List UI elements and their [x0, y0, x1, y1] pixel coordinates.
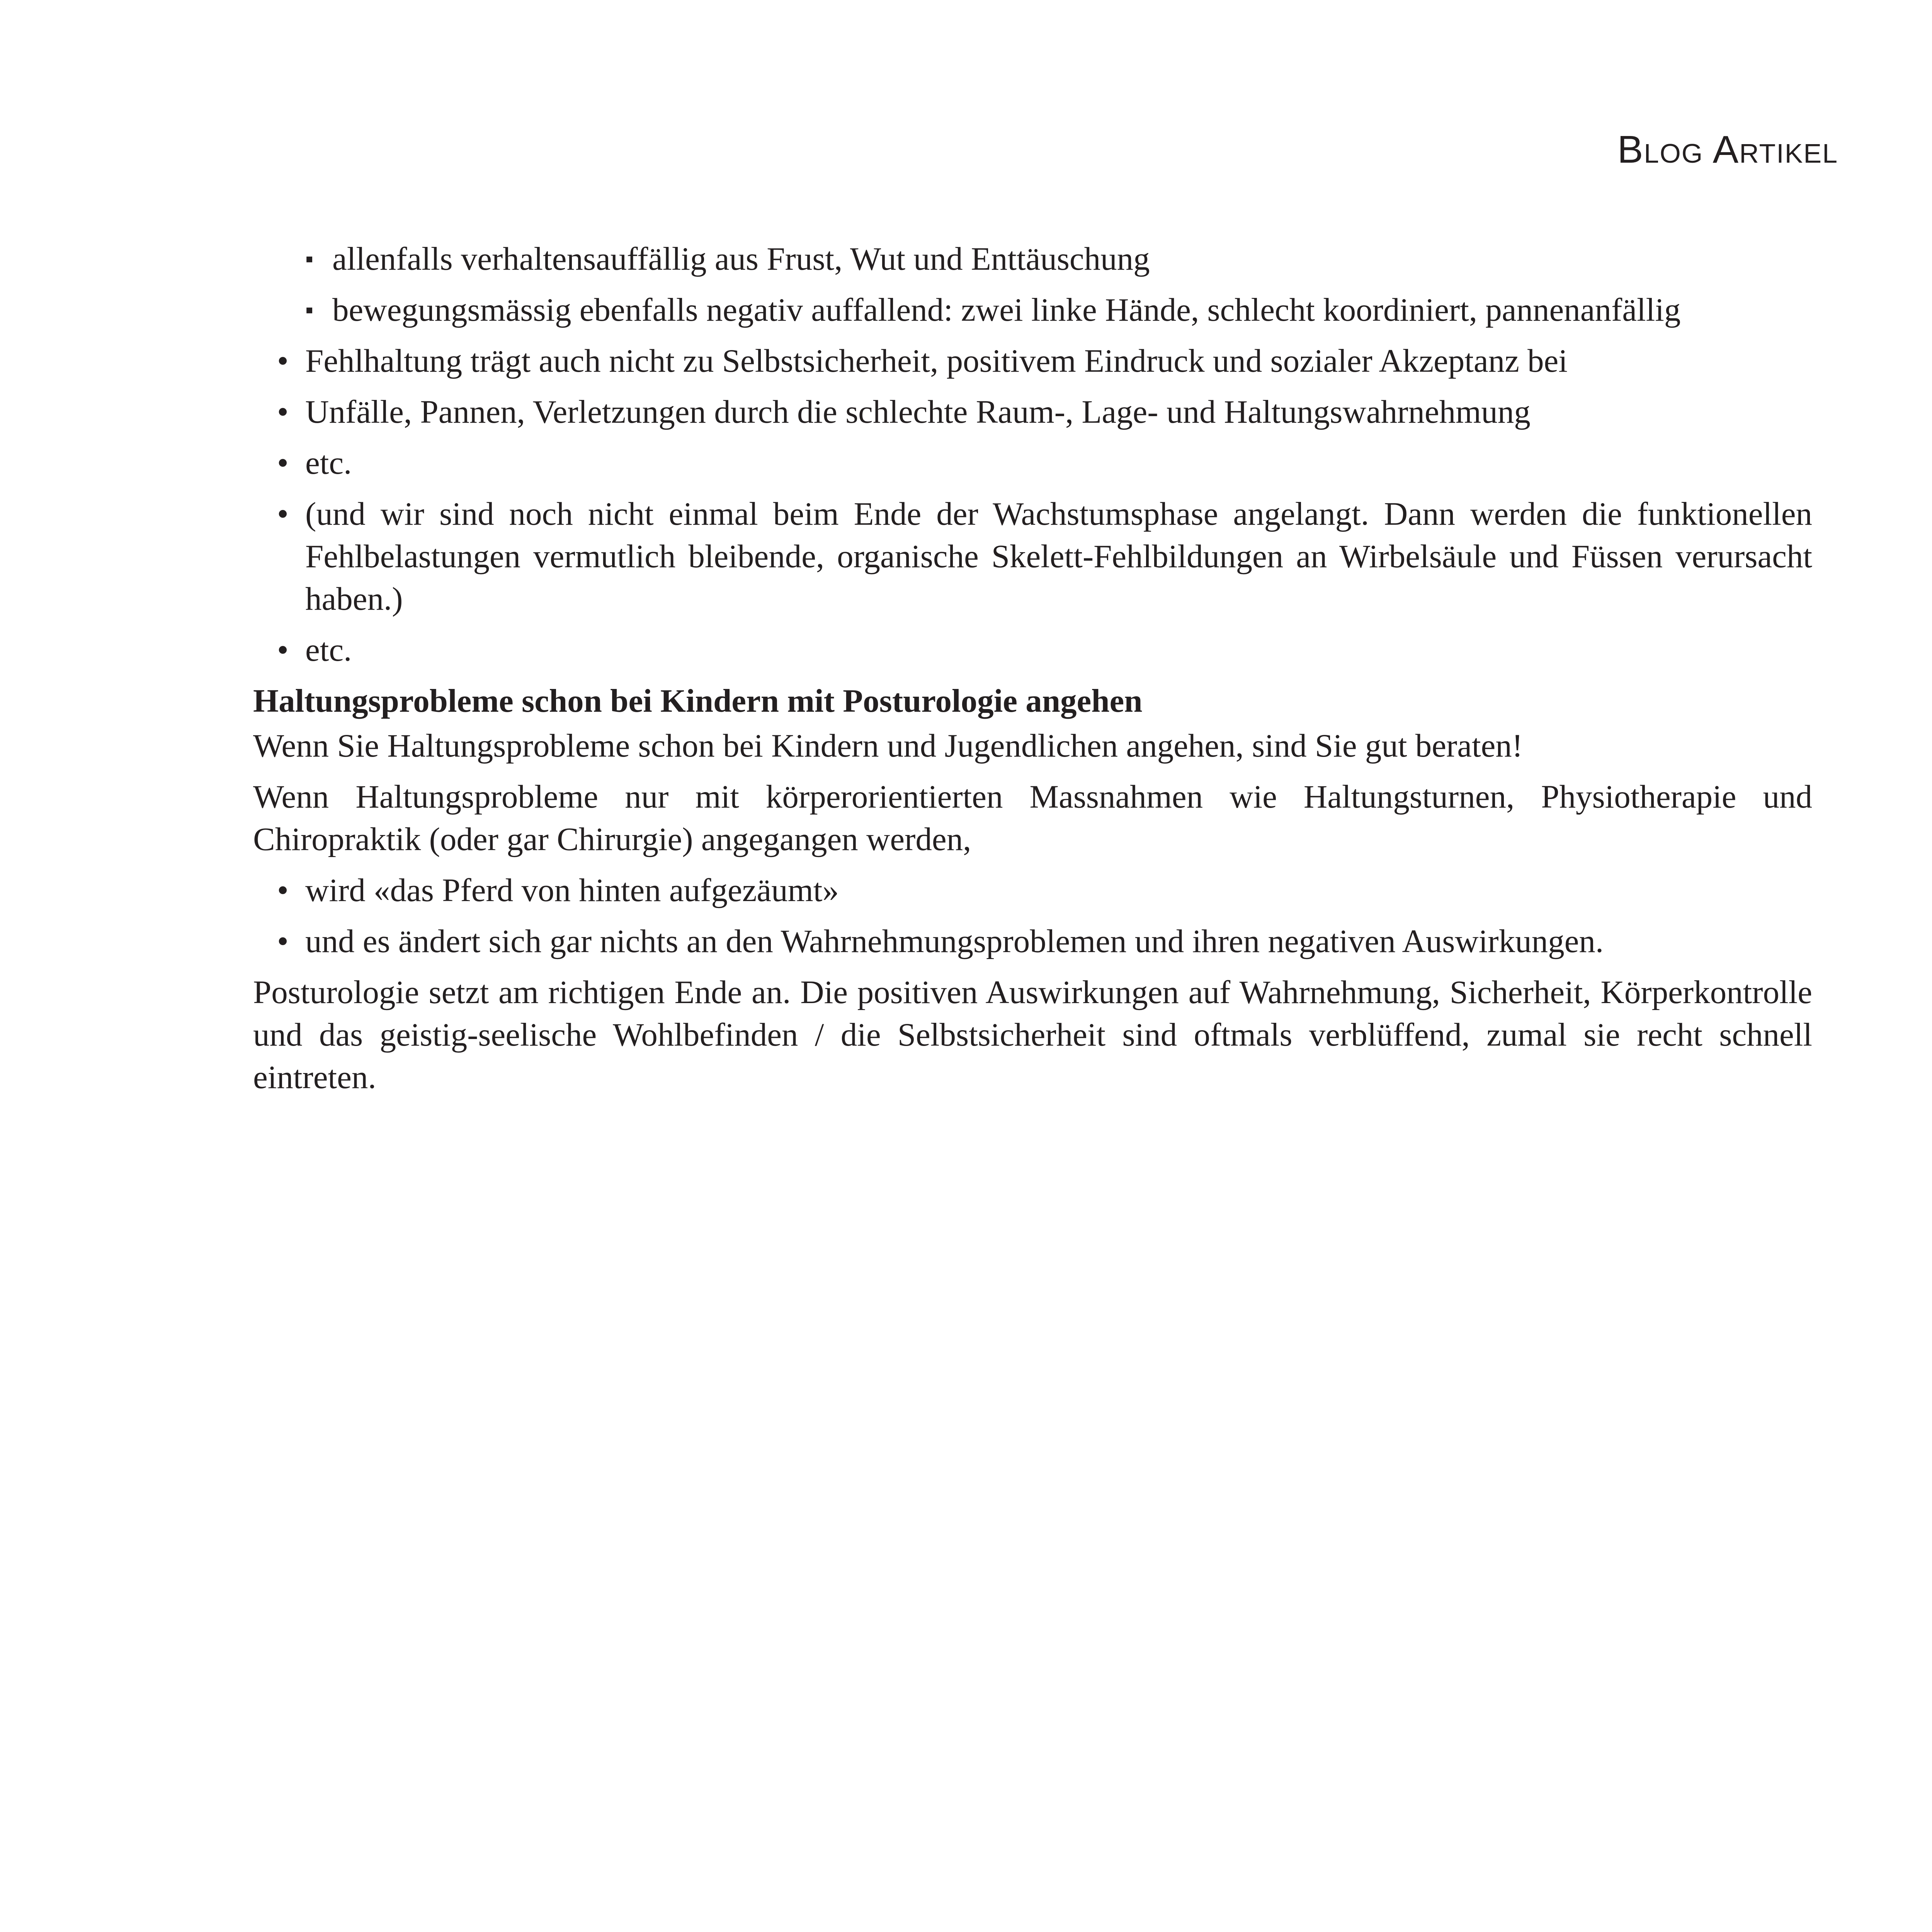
list-item	[253, 442, 1812, 484]
bullet-icon: •	[277, 394, 289, 430]
sub-list-item	[253, 238, 1812, 280]
paragraph: Posturologie setzt am richtigen Ende an. Die positiven Auswirkungen auf Wahrnehmung, Sicherheit, Körperkontrolle und das geistig-seelische Wohlbefinden / die Selbstsicherheit sind oftmals verblüffend, zumal sie recht schnell eintreten.	[253, 974, 1812, 1095]
sub-list-item-text: bewegungsmässig ebenfalls negativ auffallend: zwei linke Hände, schlecht koordiniert, pannenanfällig	[332, 292, 1681, 328]
square-bullet-icon: ▪	[305, 246, 314, 272]
bullet-icon: •	[277, 872, 289, 908]
paragraph: Wenn Sie Haltungsprobleme schon bei Kindern und Jugendlichen angehen, sind Sie gut beraten!	[253, 728, 1523, 764]
list-item	[253, 629, 1812, 671]
article-body	[253, 238, 1812, 1107]
square-bullet-icon: ▪	[305, 297, 314, 323]
list-item-text: Unfälle, Pannen, Verletzungen durch die schlechte Raum-, Lage- und Haltungswahrnehmung	[305, 394, 1531, 430]
list-item-text: wird «das Pferd von hinten aufgezäumt»	[305, 872, 839, 908]
bullet-icon: •	[277, 632, 289, 668]
bullet-list	[253, 340, 1812, 671]
list-item-text: und es ändert sich gar nichts an den Wahrnehmungsproblemen und ihren negativen Auswirkungen.	[305, 923, 1604, 959]
bullet-list	[253, 869, 1812, 963]
list-item	[253, 340, 1812, 382]
bullet-icon: •	[277, 496, 289, 532]
list-item	[253, 869, 1812, 912]
sub-list-item-text: allenfalls verhaltensauffällig aus Frust, Wut und Enttäuschung	[332, 241, 1150, 277]
list-item-text: etc.	[305, 445, 352, 481]
running-head: Blog Artikel	[1617, 128, 1838, 171]
list-item-text: (und wir sind noch nicht einmal beim Ende der Wachstumsphase angelangt. Dann werden die funktionellen Fehlbelastungen vermutlich bleibende, organische Skelett-Fehlbildungen an Wirbelsäule und Füssen verursacht haben.)	[305, 496, 1812, 617]
paragraph: Wenn Haltungsprobleme nur mit körperorientierten Massnahmen wie Haltungsturnen, Physiotherapie und Chiropraktik (oder gar Chirurgie) angegangen werden,	[253, 779, 1812, 857]
list-item	[253, 920, 1812, 963]
sub-bullet-list	[253, 238, 1812, 331]
list-item-text: Fehlhaltung trägt auch nicht zu Selbstsicherheit, positivem Eindruck und sozialer Akzeptanz bei	[305, 343, 1568, 379]
list-item	[253, 391, 1812, 433]
list-item-text: etc.	[305, 632, 352, 668]
section-heading: Haltungsprobleme schon bei Kindern mit Posturologie angehen	[253, 683, 1143, 719]
sub-list-item	[253, 289, 1812, 331]
list-item	[253, 493, 1812, 620]
bullet-icon: •	[277, 343, 289, 379]
bullet-icon: •	[277, 445, 289, 481]
bullet-icon: •	[277, 923, 289, 959]
